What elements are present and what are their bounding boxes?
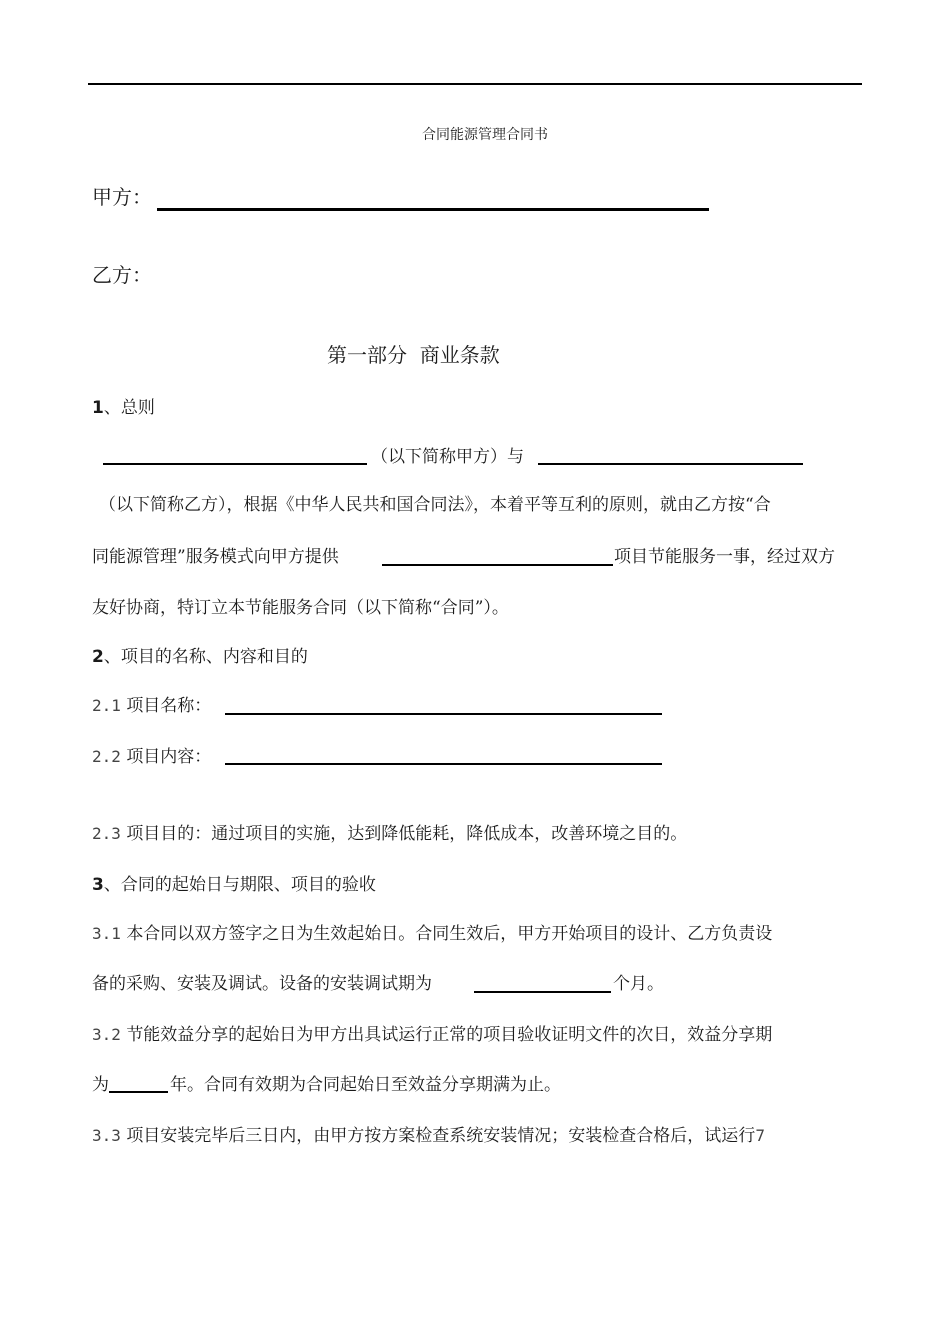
item-3-1-cont-a: 备的采购、安装及调试。设备的安装调试期为 <box>92 974 432 994</box>
item-3-1-text: 本合同以双方签字之日为生效起始日。合同生效后，甲方开始项目的设计、乙方负责设 <box>126 924 773 944</box>
item-3-2-cont-b: 年。合同有效期为合同起始日至效益分享期满为止。 <box>170 1075 561 1095</box>
section-1-title: 、总则 <box>103 398 155 418</box>
part-title: 第一部分 商业条款 <box>327 343 500 367</box>
section-2-title: 、项目的名称、内容和目的 <box>103 647 308 667</box>
s1-line3-b: 项目节能服务一事，经过双方 <box>614 547 835 567</box>
section-1-number: 1 <box>92 398 104 418</box>
item-3-1 <box>92 919 772 944</box>
party-a-name-blank <box>103 463 367 465</box>
item-3-2 <box>92 1020 772 1045</box>
party-b-label: 乙方： <box>92 263 152 287</box>
item-3-2-number: 3.2 <box>92 1025 121 1044</box>
item-2-1 <box>92 691 211 716</box>
service-project-blank <box>382 564 613 566</box>
item-3-3-number: 3.3 <box>92 1126 121 1145</box>
section-2-number: 2 <box>92 647 104 667</box>
install-period-blank <box>474 991 611 993</box>
item-3-3-tail: 7 <box>755 1126 765 1145</box>
item-3-1-number: 3.1 <box>92 924 121 943</box>
document-title: 合同能源管理合同书 <box>422 127 548 143</box>
s1-line4: 友好协商，特订立本节能服务合同（以下简称“合同”）。 <box>92 598 509 618</box>
s1-line2: （以下简称乙方），根据《中华人民共和国合同法》，本着平等互利的原则，就由乙方按“合 <box>99 495 771 515</box>
s1-line3-a: 同能源管理”服务模式向甲方提供 <box>92 547 339 567</box>
item-2-2-label: 项目内容： <box>126 747 212 767</box>
sharing-period-blank <box>109 1091 168 1093</box>
item-2-1-number: 2.1 <box>92 696 121 715</box>
item-3-1-cont-b: 个月。 <box>613 974 664 994</box>
party-a-blank <box>157 208 709 211</box>
item-3-2-cont-a: 为 <box>92 1075 109 1095</box>
item-3-3 <box>92 1121 765 1146</box>
party-b-name-blank <box>538 463 803 465</box>
project-name-blank <box>225 713 662 715</box>
top-rule <box>88 83 862 85</box>
item-2-1-label: 项目名称： <box>126 696 212 716</box>
section-3-title: 、合同的起始日与期限、项目的验收 <box>103 875 376 895</box>
item-3-3-text: 项目安装完毕后三日内，由甲方按方案检查系统安装情况；安装检查合格后，试运行 <box>126 1126 756 1146</box>
item-2-2-number: 2.2 <box>92 747 121 766</box>
section-1-heading <box>92 393 155 418</box>
s1-line1-middle: （以下简称甲方）与 <box>371 447 524 467</box>
item-2-3-number: 2.3 <box>92 824 121 843</box>
section-3-heading <box>92 870 376 895</box>
item-2-3 <box>92 819 687 844</box>
section-3-number: 3 <box>92 875 104 895</box>
section-2-heading <box>92 642 308 667</box>
item-2-2 <box>92 742 211 767</box>
party-a-label: 甲方： <box>92 185 152 209</box>
project-content-blank <box>225 763 662 765</box>
item-3-2-text: 节能效益分享的起始日为甲方出具试运行正常的项目验收证明文件的次日，效益分享期 <box>126 1025 773 1045</box>
item-2-3-text: 项目目的：通过项目的实施，达到降低能耗，降低成本，改善环境之目的。 <box>126 824 688 844</box>
